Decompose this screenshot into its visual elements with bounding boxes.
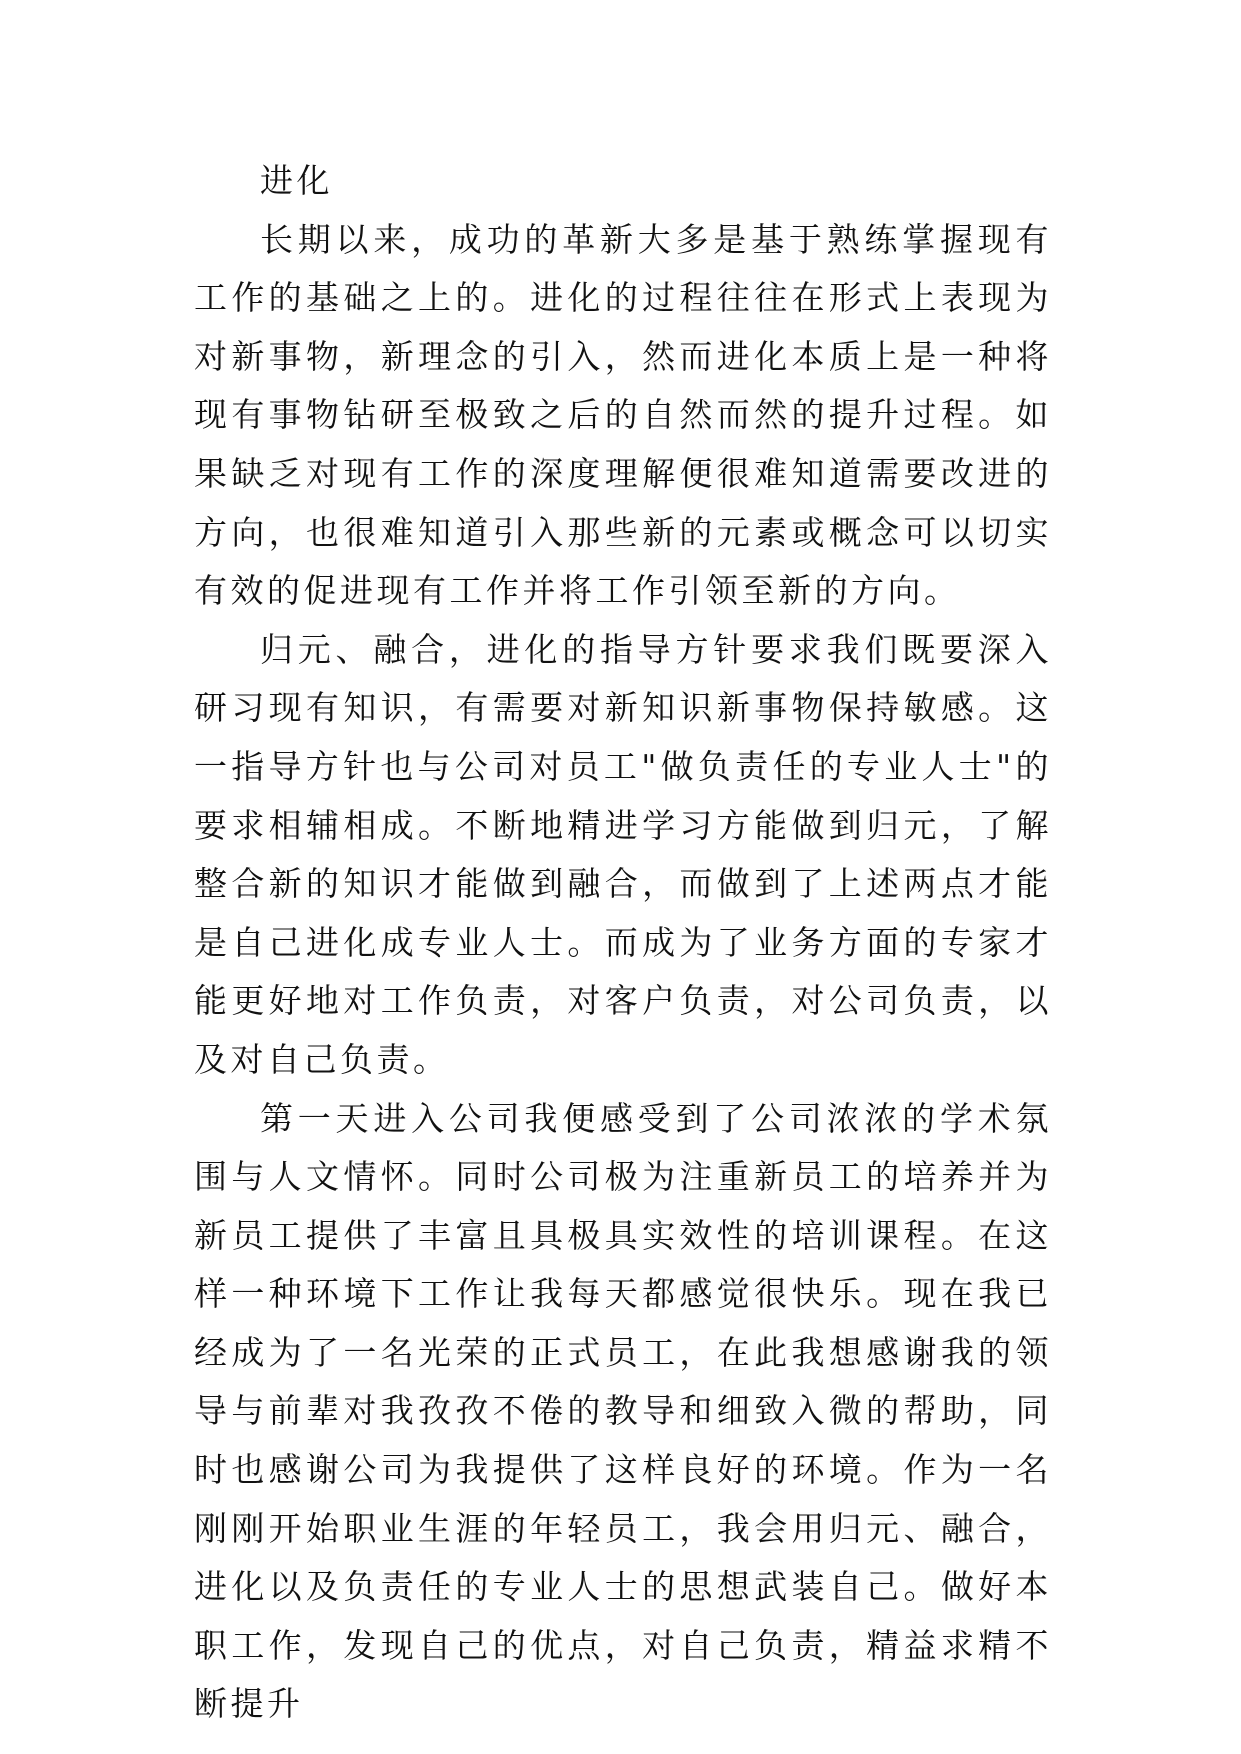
paragraph-1: 长期以来，成功的革新大多是基于熟练掌握现有工作的基础之上的。进化的过程往往在形式上表现为对新事物，新理念的引入，然而进化本质上是一种将现有事物钻研至极致之后的自然而然的提升过程。如果缺乏对现有工作的深度理解便很难知道需要改进的方向，也很难知道引入那些新的元素或概念可以切实有效的促进现有工作并将工作引领至新的方向。 bbox=[194, 219, 1052, 611]
document-body bbox=[194, 152, 1052, 1734]
section-heading: 进化 bbox=[260, 161, 333, 200]
paragraph-2: 归元、融合，进化的指导方针要求我们既要深入研习现有知识，有需要对新知识新事物保持敏感。这一指导方针也与公司对员工"做负责任的专业人士"的要求相辅相成。不断地精进学习方能做到归元，了解整合新的知识才能做到融合，而做到了上述两点才能是自己进化成专业人士。而成为了业务方面的专家才能更好地对工作负责，对客户负责，对公司负责，以及对自己负责。 bbox=[194, 629, 1052, 1079]
paragraph-3: 第一天进入公司我便感受到了公司浓浓的学术氛围与人文情怀。同时公司极为注重新员工的培养并为新员工提供了丰富且具极具实效性的培训课程。在这样一种环境下工作让我每天都感觉很快乐。现在我已经成为了一名光荣的正式员工，在此我想感谢我的领导与前辈对我孜孜不倦的教导和细致入微的帮助，同时也感谢公司为我提供了这样良好的环境。作为一名刚刚开始职业生涯的年轻员工，我会用归元、融合，进化以及负责任的专业人士的思想武装自己。做好本职工作，发现自己的优点，对自己负责，精益求精不断提升 bbox=[194, 1098, 1052, 1724]
